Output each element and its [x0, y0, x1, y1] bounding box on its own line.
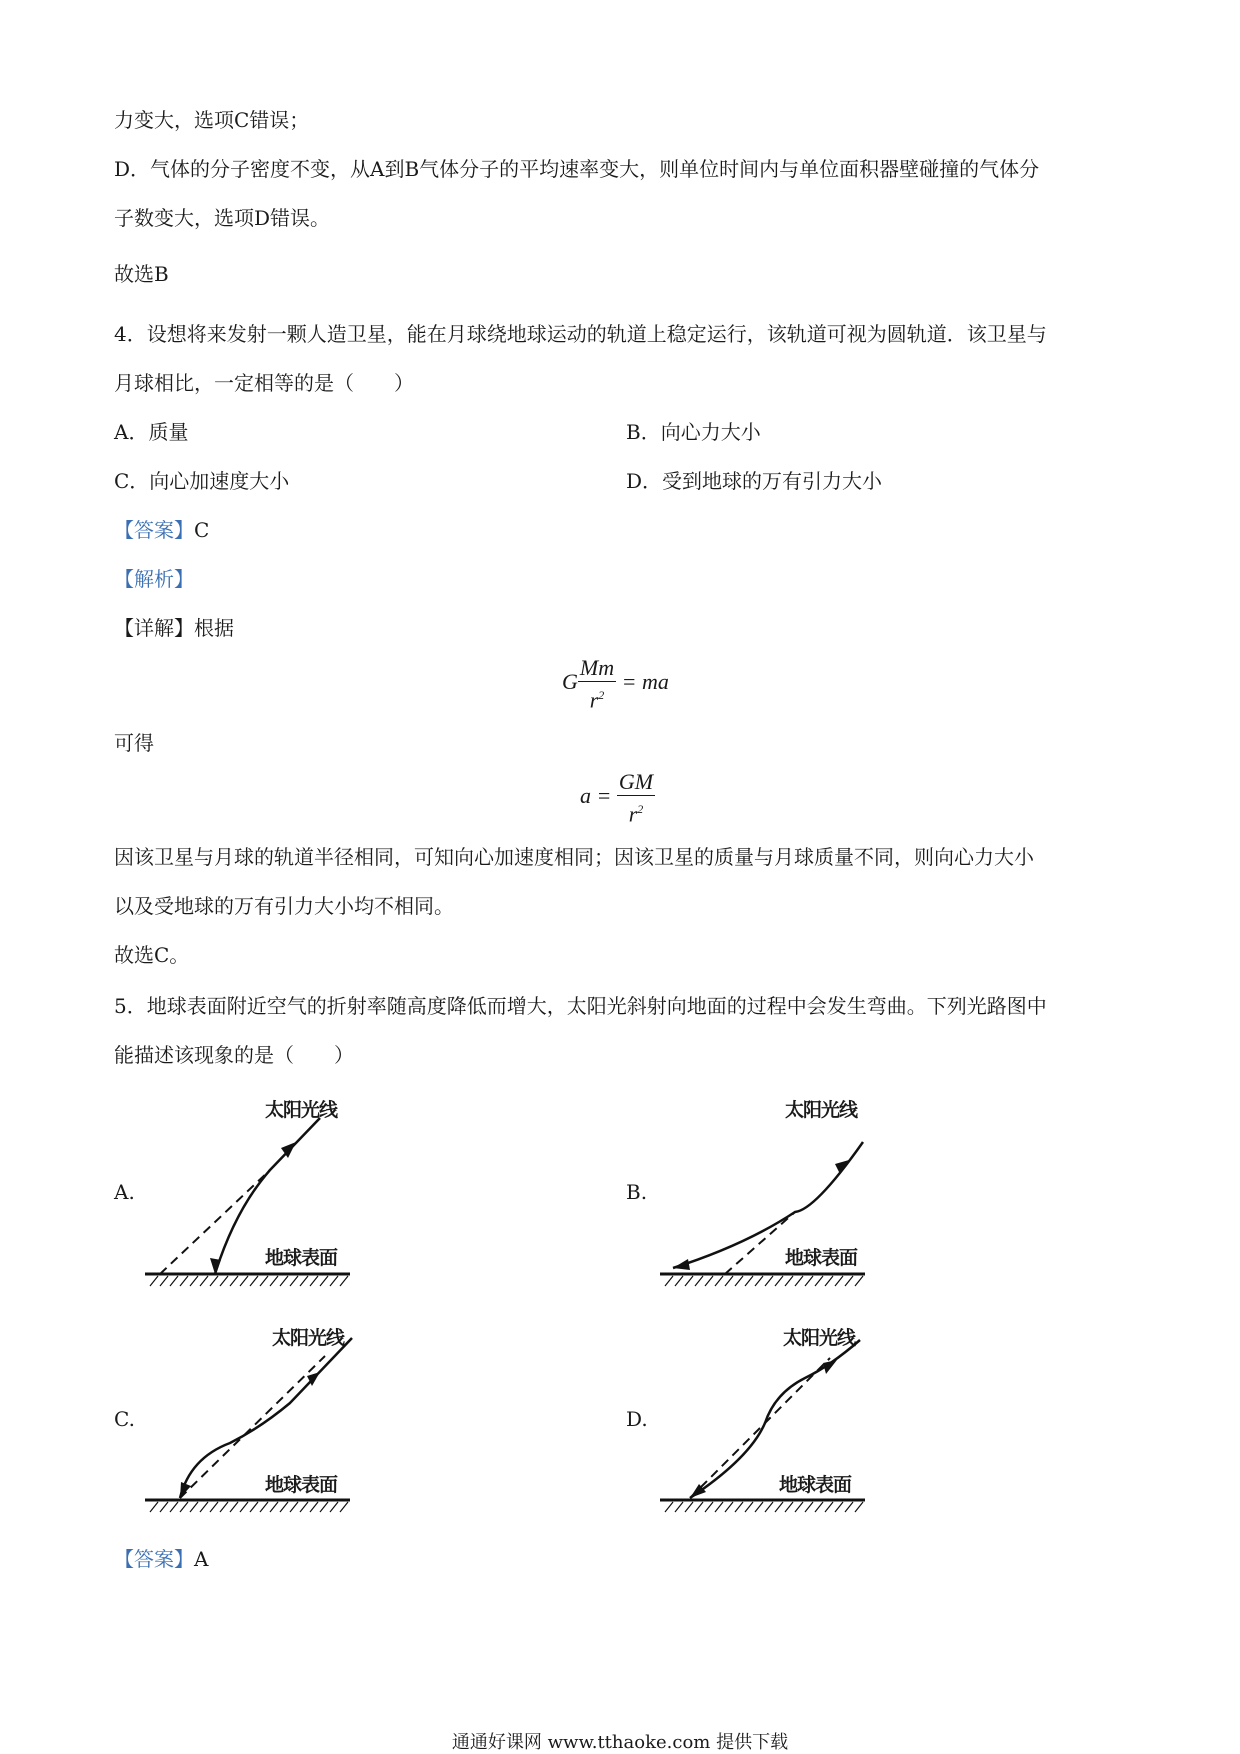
q4-option-c: C．向心加速度大小 [114, 469, 290, 493]
q4-kede: 可得 [114, 731, 154, 755]
q4-choice: 故选C。 [114, 943, 190, 967]
q5-answer [114, 1545, 208, 1573]
q5-stem-line1: 5．地球表面附近空气的折射率随高度降低而增大，太阳光斜射向地面的过程中会发生弯曲。下列光路图中 [114, 994, 1047, 1018]
light-path-diagram [140, 1090, 370, 1290]
ground-label: 地球表面 [265, 1474, 338, 1496]
light-path-diagram [140, 1318, 370, 1518]
ground-label: 地球表面 [785, 1247, 858, 1269]
q4-detail: 【详解】根据 [114, 616, 234, 640]
q4-option-d: D．受到地球的万有引力大小 [626, 469, 883, 493]
answer-tag: 【答案】 [114, 1547, 194, 1571]
q4-option-b: B．向心力大小 [626, 420, 761, 444]
q4-explain-line1: 因该卫星与月球的轨道半径相同，可知向心加速度相同；因该卫星的质量与月球质量不同，则向心力大小 [114, 845, 1034, 869]
figure-d [655, 1318, 885, 1518]
prev-choice: 故选B [114, 262, 169, 286]
figure-a [140, 1090, 370, 1290]
light-path-diagram [655, 1318, 885, 1518]
q4-option-a: A．质量 [114, 420, 189, 444]
figure-c [140, 1318, 370, 1518]
q4-stem-line2: 月球相比，一定相等的是（ ） [114, 371, 414, 395]
equation-1: G $\frac{Mm}{r^2}$ = ma [562, 655, 669, 713]
q4-explain-line2: 以及受地球的万有引力大小均不相同。 [114, 894, 454, 918]
answer-value: A [194, 1547, 209, 1571]
q4-stem-line1: 4．设想将来发射一颗人造卫星，能在月球绕地球运动的轨道上稳定运行，该轨道可视为圆轨道．该卫星与 [114, 322, 1047, 346]
page-footer: 通通好课网 www.tthaoke.com 提供下载 [451, 1732, 789, 1753]
answer-tag: 【答案】 [114, 518, 194, 542]
sun-label: 太阳光线 [265, 1099, 338, 1121]
sun-label: 太阳光线 [783, 1327, 856, 1349]
q5-label-a: A. [114, 1180, 135, 1204]
prev-option-d-line1: D．气体的分子密度不变，从A到B气体分子的平均速率变大，则单位时间内与单位面积器壁碰撞的气体分 [114, 157, 1040, 181]
q5-stem-line2: 能描述该现象的是（ ） [114, 1043, 354, 1067]
figure-b [655, 1090, 885, 1290]
light-path-diagram [655, 1090, 885, 1290]
q4-answer [114, 516, 209, 544]
q5-label-c: C. [114, 1407, 135, 1431]
q4-analysis-tag: 【解析】 [114, 567, 194, 591]
answer-value: C [194, 518, 210, 542]
ground-label: 地球表面 [779, 1474, 852, 1496]
q5-label-d: D. [626, 1407, 648, 1431]
prev-line: 力变大，选项C错误； [114, 108, 310, 132]
sun-label: 太阳光线 [272, 1327, 345, 1349]
q5-label-b: B. [626, 1180, 648, 1204]
prev-option-d-line2: 子数变大，选项D错误。 [114, 206, 331, 230]
ground-label: 地球表面 [265, 1247, 338, 1269]
equation-2: a = $\frac{GM}{r^2}$ [580, 769, 654, 827]
sun-label: 太阳光线 [785, 1099, 858, 1121]
